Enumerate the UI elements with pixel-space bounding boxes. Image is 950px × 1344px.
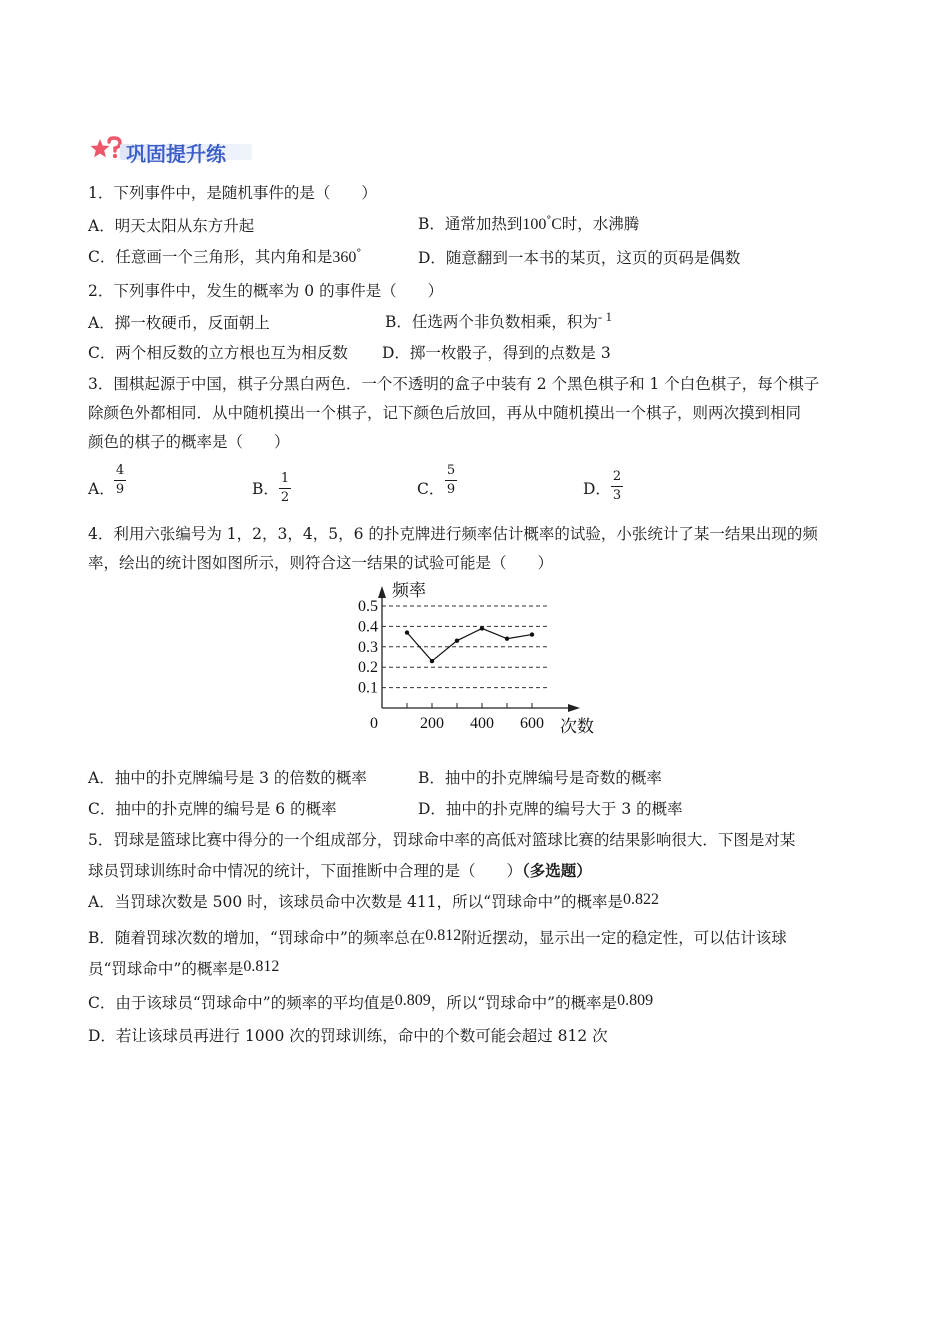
- q3-option-b-fraction: 1 2: [280, 471, 290, 505]
- q3-option-b-label: B．: [252, 480, 279, 498]
- q2-option-a: A．掷一枚硬币，反面朝上: [88, 314, 270, 332]
- q1-option-b: B．通常加热到100°C时，水沸腾: [418, 214, 640, 233]
- q2-option-d: D．掷一枚骰子，得到的点数是 3: [382, 344, 611, 362]
- q5-option-d: D．若让该球员再进行 1000 次的罚球训练，命中的个数可能会超过 812 次: [88, 1027, 608, 1045]
- data-point: [455, 638, 459, 642]
- q3-line-1: 3．围棋起源于中国，棋子分黑白两色．一个不透明的盒子中装有 2 个黑色棋子和 1 个白色棋子，每个棋子: [88, 375, 820, 393]
- q5-line-1: 5．罚球是篮球比赛中得分的一个组成部分，罚球命中率的高低对篮球比赛的结果影响很大．下图是对某: [88, 831, 796, 849]
- q2-option-c: C．两个相反数的立方根也互为相反数: [88, 344, 348, 362]
- q3-option-c-fraction: 5 9: [446, 463, 456, 497]
- q5-option-c: C．由于该球员“罚球命中”的频率的平均值是0.809，所以“罚球命中”的概率是0.809: [88, 992, 654, 1012]
- q3-line-2: 除颜色外都相同．从中随机摸出一个棋子，记下颜色后放回，再从中随机摸出一个棋子，则两次摸到相同: [88, 404, 802, 422]
- q3-option-a-label: A．: [88, 480, 115, 498]
- q3-option-a-fraction: 4 9: [115, 463, 125, 497]
- q4-line-1: 4．利用六张编号为 1，2，3，4，5，6 的扑克牌进行频率估计概率的试验，小张统计了某一结果出现的频: [88, 525, 818, 543]
- q4-option-c: C．抽中的扑克牌的编号是 6 的概率: [88, 800, 337, 818]
- x-axis-arrow: [568, 704, 580, 712]
- frequency-line-chart: [340, 578, 610, 758]
- q4-line-2: 率，绘出的统计图如图所示，则符合这一结果的试验可能是（ ）: [88, 554, 554, 572]
- q5-line-2: 球员罚球训练时命中情况的统计，下面推断中合理的是（ ）（多选题）: [88, 861, 592, 880]
- q1-option-d: D．随意翻到一本书的某页，这页的页码是偶数: [418, 249, 741, 267]
- q5-option-b-line-2: 员“罚球命中”的概率是0.812: [88, 958, 280, 978]
- q4-option-d: D．抽中的扑克牌的编号大于 3 的概率: [418, 800, 683, 818]
- q5-option-a: A．当罚球次数是 500 时，该球员命中次数是 411，所以“罚球命中”的概率是0.822: [88, 891, 659, 911]
- x-axis-label: 次数: [560, 717, 594, 737]
- x-tick-label: 0: [370, 715, 378, 732]
- q4-option-a: A．抽中的扑克牌编号是 3 的倍数的概率: [88, 769, 367, 787]
- q1-option-c: C．任意画一个三角形，其内角和是360°: [88, 247, 362, 266]
- data-point: [480, 626, 484, 630]
- star-question-icon: [90, 136, 124, 164]
- q1-option-a: A．明天太阳从东方升起: [88, 217, 255, 235]
- data-point: [505, 636, 509, 640]
- section-title: 巩固提升练: [126, 142, 226, 166]
- q2-stem: 2．下列事件中，发生的概率为 0 的事件是（ ）: [88, 282, 444, 300]
- q5-option-b: B．随着罚球次数的增加，“罚球命中”的频率总在0.812附近摆动，显示出一定的稳定性，可以估计该球: [88, 927, 787, 947]
- y-tick-label: 0.2: [358, 659, 378, 677]
- q3-option-d-label: D．: [583, 480, 611, 498]
- data-point: [405, 630, 409, 634]
- y-tick-label: 0.3: [358, 638, 378, 656]
- x-tick-label: 600: [520, 715, 544, 732]
- y-tick-label: 0.4: [358, 618, 378, 636]
- x-tick-label: 400: [470, 715, 494, 732]
- q1-stem: 1．下列事件中，是随机事件的是（ ）: [88, 184, 377, 202]
- y-tick-label: 0.5: [358, 598, 378, 615]
- series-line: [407, 628, 532, 661]
- y-axis-label: 频率: [392, 581, 426, 601]
- q4-option-b: B．抽中的扑克牌编号是奇数的概率: [418, 769, 662, 787]
- y-axis-arrow: [378, 586, 386, 598]
- y-tick-label: 0.1: [358, 679, 378, 697]
- q3-line-3: 颜色的棋子的概率是（ ）: [88, 433, 290, 451]
- q2-option-b: B．任选两个非负数相乘，积为$^{- 1}$: [385, 309, 612, 332]
- q3-option-d-fraction: 2 3: [612, 469, 622, 503]
- q3-option-c-label: C．: [417, 480, 445, 498]
- data-point: [530, 632, 534, 636]
- x-tick-label: 200: [420, 715, 444, 732]
- data-point: [430, 659, 434, 663]
